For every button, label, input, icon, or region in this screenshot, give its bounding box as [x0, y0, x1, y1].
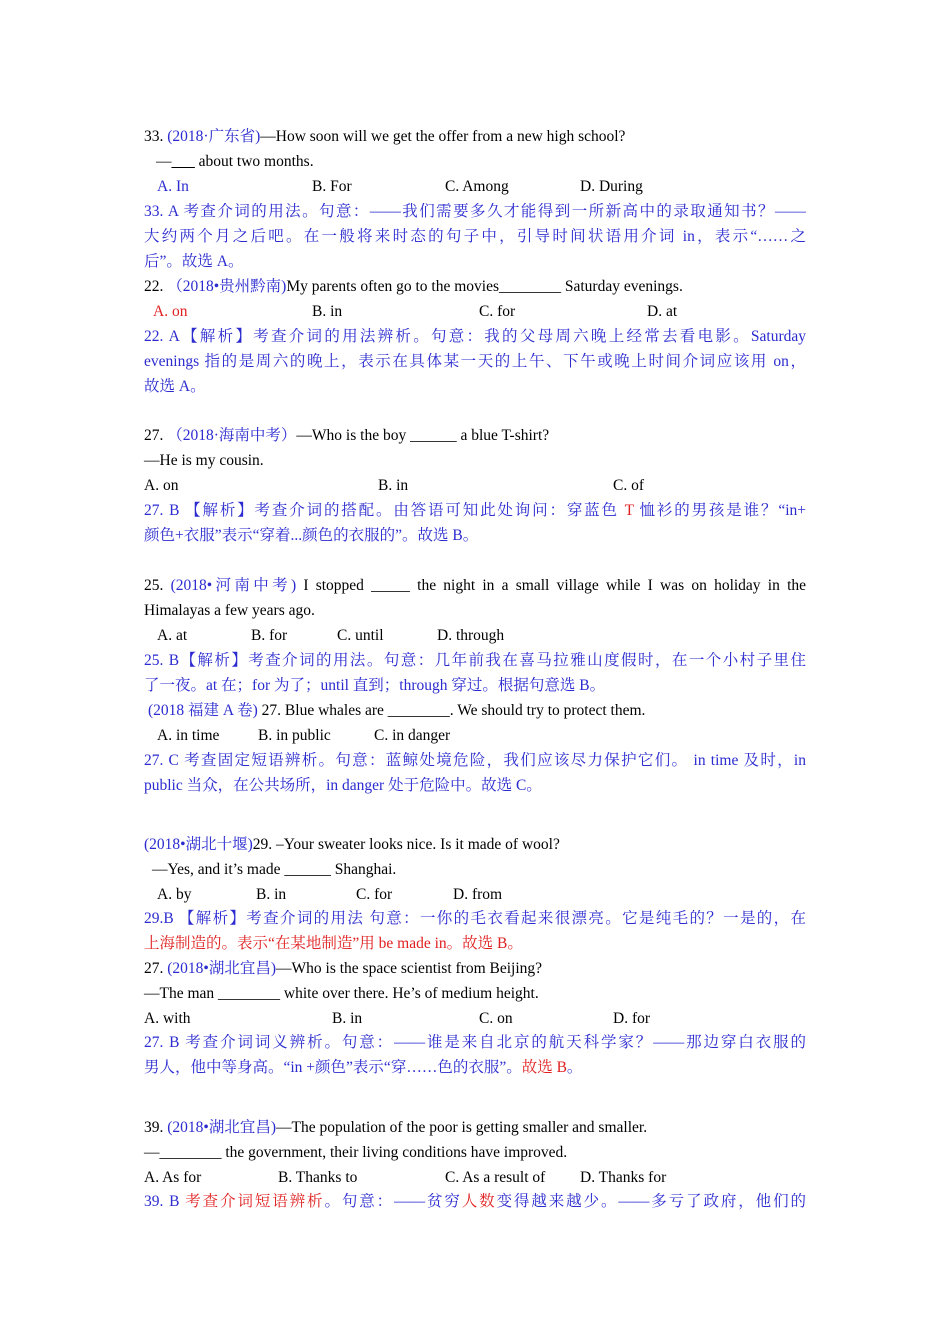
q39-answer-number: 39. B [144, 1193, 186, 1210]
q22-answer-line-3: 故选 A。 [144, 378, 206, 395]
q33-option-c: C. Among [445, 178, 509, 195]
q25-stem-line-2: Himalayas a few years ago. [144, 602, 315, 619]
q27c-stem: —Who is the space scientist from Beijing? [276, 960, 543, 977]
q29-option-c: C. for [356, 886, 393, 903]
q27c-option-c: C. on [479, 1010, 513, 1027]
q33-option-b: B. For [312, 178, 352, 195]
q29-options [144, 882, 806, 907]
q27a-stem-line [144, 423, 806, 448]
q27b-answer-line-1: 27. C 考查固定短语辨析。句意：蓝鲸处境危险，我们应该尽力保护它们。 in time 及时，in [144, 752, 806, 769]
q22-source: （2018•贵州黔南) [167, 278, 287, 295]
q22-answer-line-1: 22. A【解析】考查介词的用法辨析。句意：我的父母周六晚上经常去看电影。Saturday [144, 328, 806, 345]
q39-options [144, 1165, 806, 1190]
q27b-option-a: A. in time [157, 727, 220, 744]
q27c-answer-end: 。 [566, 1059, 583, 1076]
q29-option-d: D. from [453, 886, 503, 903]
q33-number: 33. [144, 128, 168, 145]
q29-answer-line-2: 上海制造的。表示“在某地制造”用 be made in。故选 B。 [144, 935, 523, 952]
q25-option-c: C. until [337, 627, 384, 644]
q27c-option-a: A. with [144, 1010, 191, 1027]
q39-option-c: C. As a result of [445, 1169, 546, 1186]
q22-stem-line [144, 274, 806, 299]
q25-answer-line-2: 了一夜。at 在；for 为了；until 直到；through 穿过。根据句意选 B。 [144, 677, 606, 694]
q39-stem-line [144, 1115, 806, 1140]
q27b-source: (2018 福建 A 卷) [148, 702, 258, 719]
q33-reply-line [156, 149, 806, 174]
q27a-option-a: A. on [144, 477, 179, 494]
q39-answer-red-1: 考查介词短语辨析 [185, 1193, 325, 1210]
q33-answer-line-1: 33. A 考查介词的用法。句意：——我们需要多久才能得到一所新高中的录取通知书？—— [144, 203, 806, 220]
q25-option-d: D. through [437, 627, 505, 644]
q27b-option-c: C. in danger [374, 727, 451, 744]
q27a-options [144, 473, 806, 498]
q27a-number: 27. [144, 427, 168, 444]
q27c-stem-line [144, 956, 806, 981]
q33-answer-line-2: 大约两个月之后吧。在一般将来时态的句子中，引导时间状语用介词 in，表示“……之 [144, 228, 806, 245]
q33-answer-line-3: 后”。故选 A。 [144, 253, 244, 270]
q33-stem-line [144, 124, 806, 149]
q39-answer-line-1 [144, 1189, 806, 1214]
q39-answer-mid: 。句意：——贫穷 [324, 1193, 462, 1210]
q39-stem: —The population of the poor is getting smaller and smaller. [276, 1119, 648, 1136]
q27a-answer-part-1: 27. B 【解析】考查介词的搭配。由答语可知此处询问：穿蓝色 [144, 502, 625, 519]
q27b-stem: 27. Blue whales are ________. We should try to protect them. [257, 702, 646, 719]
q22-option-b: B. in [312, 303, 343, 320]
q39-option-a: A. As for [144, 1169, 202, 1186]
q27a-answer-line-1 [144, 498, 806, 523]
q27c-source: (2018•湖北宜昌) [167, 960, 277, 977]
q33-reply-text: about two months. [194, 153, 314, 170]
q27c-option-d: D. for [613, 1010, 651, 1027]
q33-stem: —How soon will we get the offer from a new high school? [260, 128, 626, 145]
q33-option-a: A. In [157, 178, 189, 195]
q27b-options [144, 723, 806, 748]
q29-reply-line: —Yes, and it’s made ______ Shanghai. [152, 861, 397, 878]
q29-stem-line [144, 832, 806, 857]
q27c-answer-line-2 [144, 1055, 806, 1080]
q33-source: (2018·广东省) [167, 128, 261, 145]
q29-answer-line-1: 29.B 【解析】考查介词的用法 句意：一你的毛衣看起来很漂亮。它是纯毛的？一是的，在 [144, 910, 806, 927]
q27b-answer-line-2: public 当众，在公共场所，in danger 处于危险中。故选 C。 [144, 777, 542, 794]
q33-options [144, 174, 806, 199]
q39-number: 39. [144, 1119, 168, 1136]
q29-source: (2018•湖北十堰) [144, 836, 253, 853]
q29-stem: 29. –Your sweater looks nice. Is it made of wool? [252, 836, 560, 853]
q27a-option-c: C. of [613, 477, 644, 494]
q29-option-a: A. by [157, 886, 192, 903]
q27c-answer-line-1: 27. B 考查介词词义辨析。句意：——谁是来自北京的航天科学家？——那边穿白衣服的 [144, 1034, 806, 1051]
q33-option-d: D. During [580, 178, 643, 195]
q22-option-a: A. on [153, 303, 188, 320]
q22-stem: My parents often go to the movies________ Saturday evenings. [286, 278, 683, 295]
q27a-answer-part-2: 恤衫的男孩是谁？“in+ [633, 502, 807, 519]
q25-option-b: B. for [251, 627, 288, 644]
q22-option-c: C. for [479, 303, 516, 320]
q22-answer-line-2: evenings 指的是周六的晚上，表示在具体某一天的上午、下午或晚上时间介词应该用 on， [144, 353, 806, 370]
q27c-answer-choice: 故选 B [521, 1059, 567, 1076]
q39-answer-end: 变得越来越少。——多亏了政府，他们的 [496, 1193, 806, 1210]
q27c-options [144, 1006, 806, 1031]
q25-source: (2018•河南中考) [170, 577, 297, 594]
q27c-reply-line: —The man ________ white over there. He’s of medium height. [144, 985, 539, 1002]
q25-answer-line-1: 25. B【解析】考查介词的用法。句意：几年前我在喜马拉雅山度假时，在一个小村子里住 [144, 652, 806, 669]
q27c-number: 27. [144, 960, 168, 977]
q22-options [144, 299, 806, 324]
q25-options [144, 623, 806, 648]
q25-stem-1: I stopped _____ the night in a small village while I was on holiday in the [296, 577, 807, 594]
q27a-answer-t: T [624, 502, 634, 519]
q27a-option-b: B. in [378, 477, 409, 494]
q27c-answer-part-1: 男人，他中等身高。“in +颜色”表示“穿……色的衣服”。 [144, 1059, 522, 1076]
q39-option-d: D. Thanks for [580, 1169, 667, 1186]
q27b-stem-line [148, 698, 806, 723]
q29-option-b: B. in [256, 886, 287, 903]
q33-reply-blank: ___ [171, 153, 195, 170]
q22-number: 22. [144, 278, 168, 295]
q25-stem-line-1 [144, 573, 806, 598]
q27b-option-b: B. in public [258, 727, 331, 744]
q27a-answer-line-2: 颜色+衣服”表示“穿着...颜色的衣服的”。故选 B。 [144, 527, 479, 544]
q39-reply-line: —________ the government, their living conditions have improved. [144, 1144, 568, 1161]
q27a-stem: —Who is the boy ______ a blue T-shirt? [296, 427, 550, 444]
q27c-option-b: B. in [332, 1010, 363, 1027]
q33-reply-dash: — [156, 153, 172, 170]
q27a-source: （2018·海南中考） [167, 427, 297, 444]
q39-source: (2018•湖北宜昌) [167, 1119, 277, 1136]
q39-answer-red-2: 人数 [461, 1193, 497, 1210]
q25-option-a: A. at [157, 627, 188, 644]
q27a-reply-line: —He is my cousin. [144, 452, 264, 469]
q39-option-b: B. Thanks to [278, 1169, 358, 1186]
q22-option-d: D. at [647, 303, 678, 320]
q25-number: 25. [144, 577, 171, 594]
